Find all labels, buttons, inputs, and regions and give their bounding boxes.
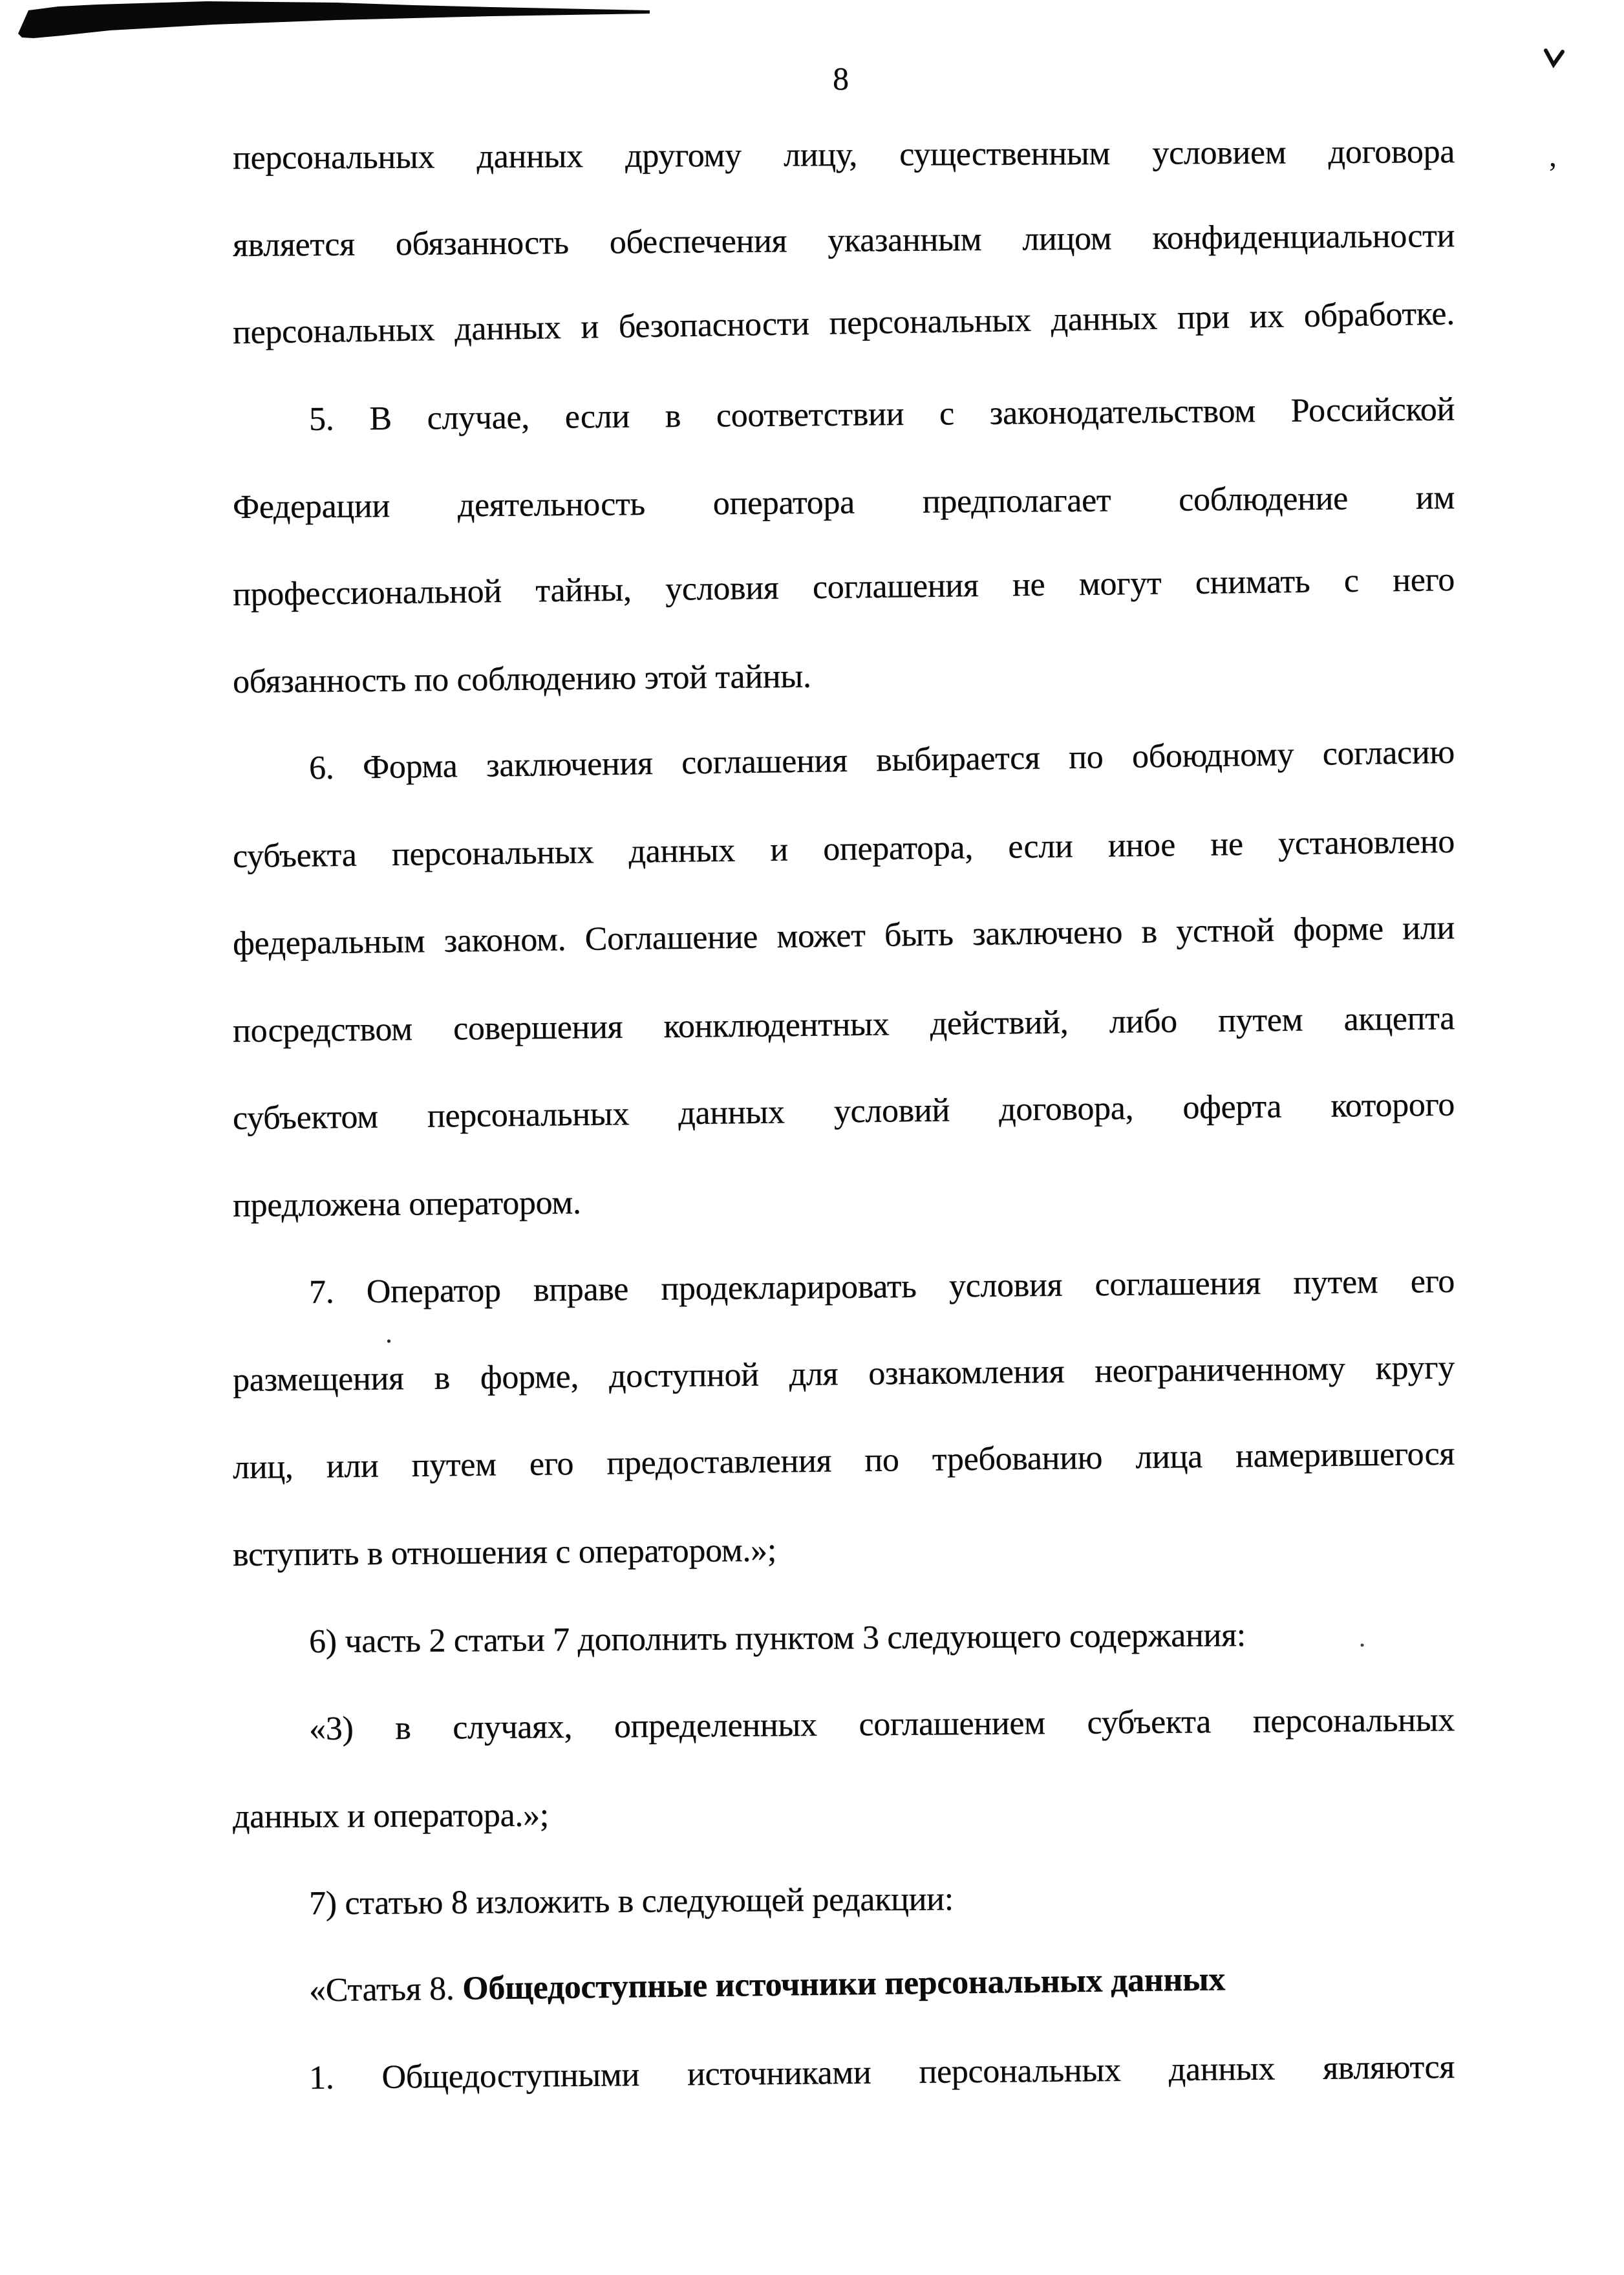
text-line: вступить в отношения с оператором.»; [232,1531,777,1573]
text-line: федеральным законом. Соглашение может быть заключено в устной форме или [232,909,1455,962]
text-line: Федерации деятельность оператора предполагает соблюдение им [232,479,1455,526]
article-heading-bold: Общедоступные источники персональных данных [462,1961,1226,2007]
text-line: профессиональной тайны, условия соглашения не могут снимать с него [232,561,1455,613]
text-line: 7. Оператор вправе продекларировать условия соглашения путем его [308,1262,1455,1311]
text-line: 6. Форма заключения соглашения выбирается по обоюдному согласию [308,733,1455,787]
text-line: персональных данных и безопасности персональных данных при их обработке. [232,295,1455,351]
text-line: является обязанность обеспечения указанным лицом конфиденциальности [232,217,1455,264]
ink-speck-dot: . [385,1317,392,1349]
text-line [233,1956,1455,2012]
text-line: «3) в случаях, определенных соглашением субъекта персональных [308,1701,1455,1748]
text-line: 1. Общедоступными источниками персональных данных являются [308,2048,1455,2097]
article-heading-prefix: «Статья 8. [308,1970,463,2009]
text-line: лиц, или путем его предоставления по требованию лица намерившегося [232,1435,1455,1486]
ink-speck-comma: , [1549,139,1557,173]
text-line: субъекта персональных данных и оператора, если иное не установлено [232,823,1455,875]
text-line: данных и оператора.»; [232,1796,550,1835]
text-line: субъектом персональных данных условий договора, оферта которого [232,1086,1455,1137]
text-line: 6) часть 2 статьи 7 дополнить пунктом 3 следующего содержания: [308,1617,1246,1661]
text-line: посредством совершения конклюдентных действий, либо путем акцепта [232,1000,1455,1050]
ink-speck-tick: · [1358,1631,1367,1661]
text-line: 7) статью 8 изложить в следующей редакции: [308,1881,954,1923]
text-line: размещения в форме, доступной для ознакомления неограниченному кругу [232,1349,1455,1399]
scan-smudge-artifact [0,0,711,58]
scan-check-mark-artifact [1542,47,1570,75]
page-number: 8 [833,60,849,96]
text-line: обязанность по соблюдению этой тайны. [232,658,811,700]
text-line: предложена оператором. [232,1184,581,1224]
text-line: 5. В случае, если в соответствии с законодательством Российской [308,391,1455,438]
text-line: персональных данных другому лицу, существенным условием договора [232,133,1455,177]
